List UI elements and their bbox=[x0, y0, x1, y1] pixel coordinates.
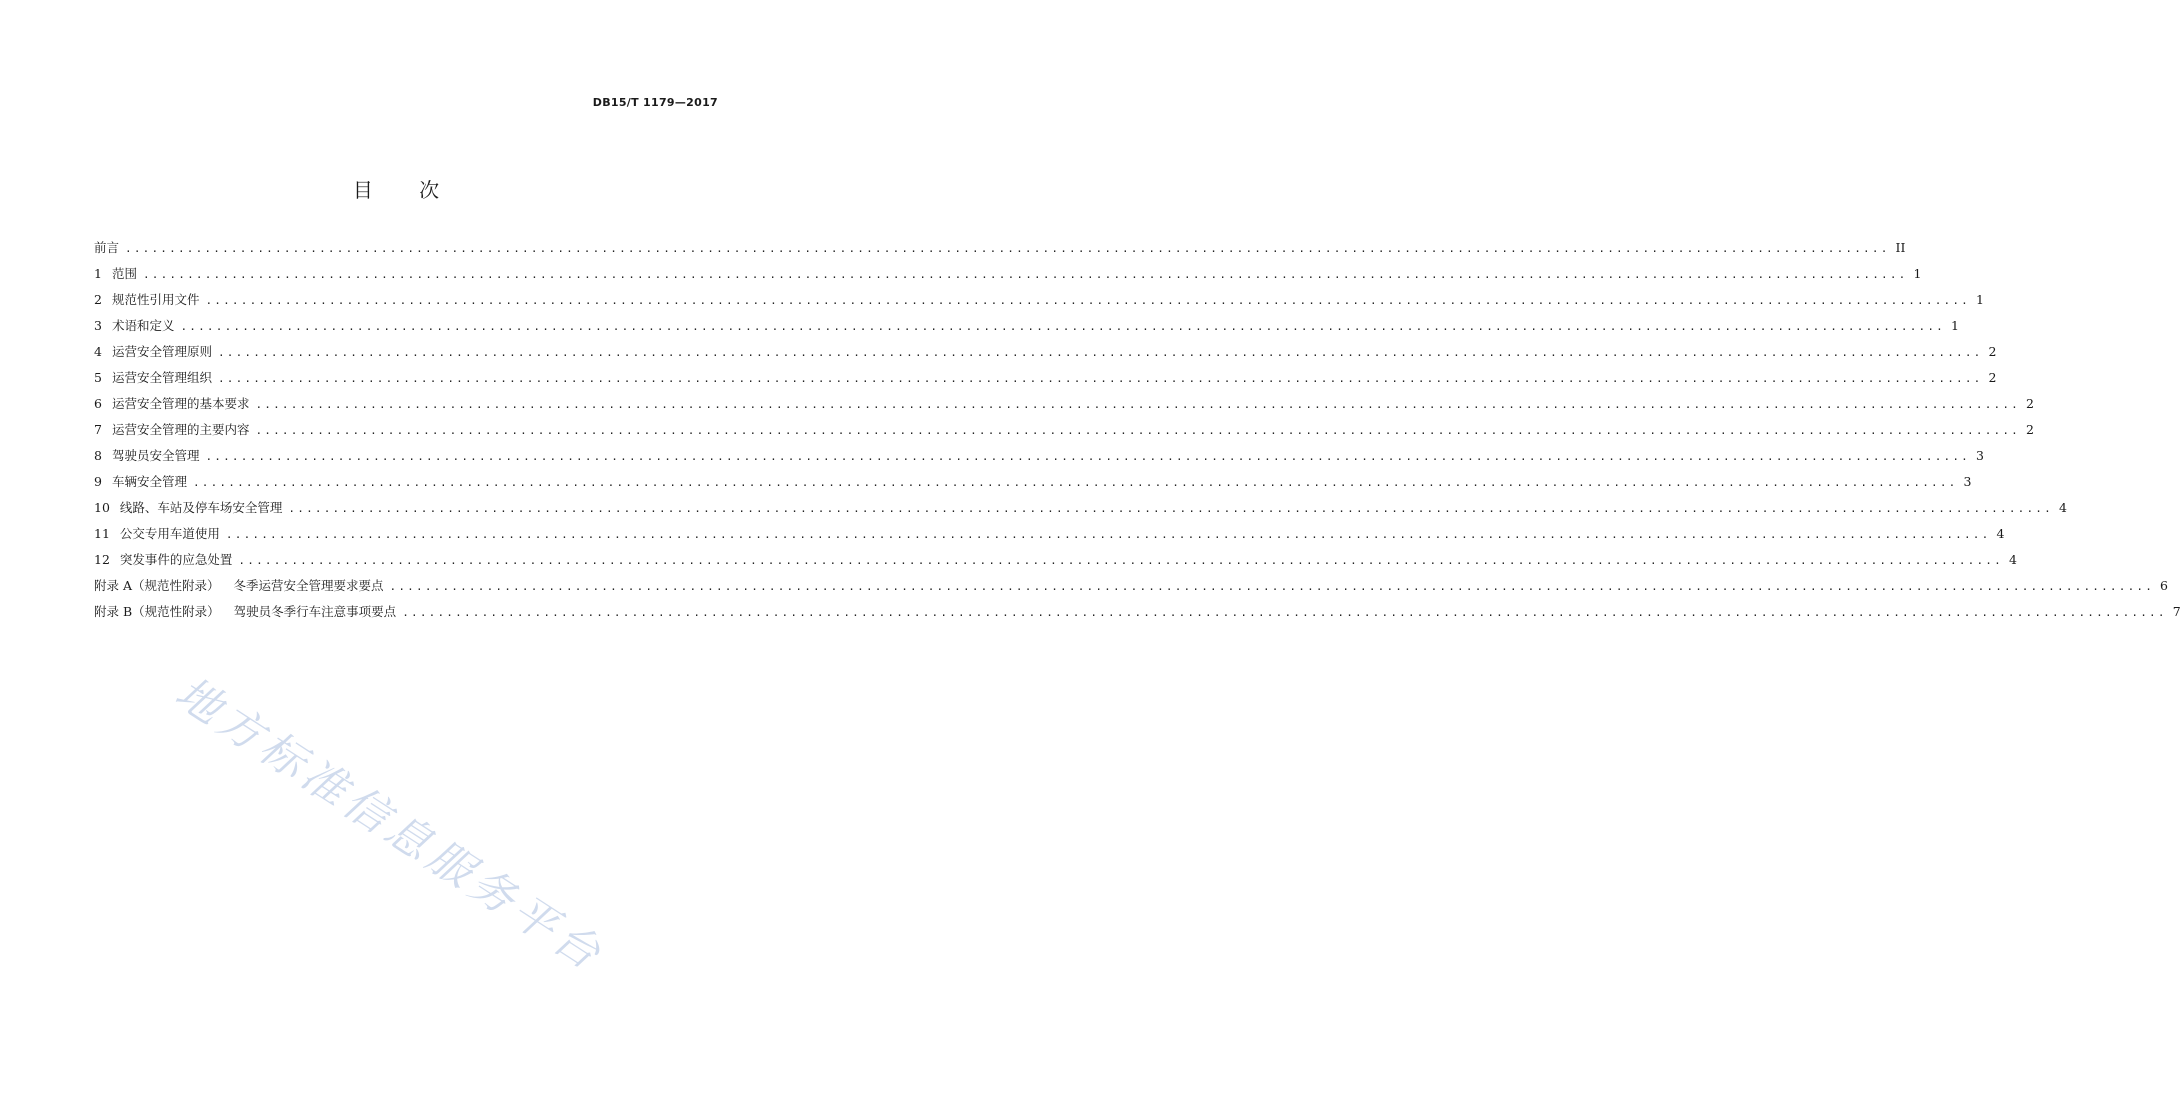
toc-entry[interactable] bbox=[94, 342, 1997, 368]
toc-entry-number: 9 bbox=[94, 474, 102, 489]
toc-entry[interactable] bbox=[94, 264, 1922, 290]
toc-entry-page: 4 bbox=[2008, 552, 2017, 567]
toc-entry-page: 2 bbox=[2025, 422, 2034, 437]
toc-entry-page: 1 bbox=[1913, 266, 1922, 281]
toc-leader-dots: ........................................................................................................................................................................................................ bbox=[125, 242, 1890, 255]
page-title: 目 次 bbox=[352, 178, 460, 202]
watermark: 地方标准信息服务平台 bbox=[166, 667, 614, 983]
toc-leader-dots: ........................................................................................................................................................................................................ bbox=[217, 346, 1983, 359]
toc-entry-label bbox=[120, 498, 283, 516]
toc-entry-number: 1 bbox=[94, 266, 102, 281]
toc-entry-label bbox=[120, 524, 220, 542]
toc-entry-number: 10 bbox=[94, 500, 110, 515]
toc-entry-label bbox=[112, 472, 187, 490]
toc-entry-page: 2 bbox=[2025, 396, 2034, 411]
toc-entry-number: 12 bbox=[94, 552, 110, 567]
toc-entry-page: 6 bbox=[2160, 578, 2168, 593]
toc-entry-label bbox=[112, 316, 175, 334]
toc-leader-dots: ........................................................................................................................................................................................................ bbox=[288, 502, 2053, 515]
toc-entry-subtitle: 冬季运营安全管理要求要点 bbox=[233, 578, 384, 593]
toc-entry-number: 5 bbox=[94, 370, 102, 385]
toc-leader-dots: ........................................................................................................................................................................................................ bbox=[225, 528, 1991, 541]
toc-entry-label-text: 范围 bbox=[111, 266, 137, 281]
toc-entry-page: 4 bbox=[1996, 526, 2005, 541]
toc-entry-page: II bbox=[1895, 240, 1906, 255]
toc-entry-label-text: 规范性引用文件 bbox=[111, 292, 200, 307]
toc-entry-label bbox=[120, 550, 233, 568]
table-of-contents bbox=[94, 238, 2181, 628]
toc-entry[interactable] bbox=[94, 576, 2168, 602]
toc-entry-page: 1 bbox=[1975, 292, 1984, 307]
toc-entry-label-text: 运营安全管理的基本要求 bbox=[111, 396, 250, 411]
toc-leader-dots: ........................................................................................................................................................................................................ bbox=[205, 450, 1970, 463]
toc-entry[interactable] bbox=[94, 290, 1984, 316]
toc-entry-label bbox=[112, 446, 200, 464]
toc-entry-label bbox=[94, 238, 119, 256]
toc-entry[interactable] bbox=[94, 550, 2017, 576]
toc-entry-label-text: 驾驶员安全管理 bbox=[111, 448, 200, 463]
toc-entry-label-text: 附录 B（规范性附录） bbox=[94, 604, 220, 619]
toc-entry-page: 3 bbox=[1963, 474, 1972, 489]
toc-entry-label-text: 公交专用车道使用 bbox=[119, 526, 220, 541]
toc-entry-label bbox=[112, 394, 250, 412]
toc-entry-label bbox=[112, 342, 212, 360]
toc-leader-dots: ........................................................................................................................................................................................................ bbox=[217, 372, 1983, 385]
toc-entry[interactable] bbox=[94, 394, 2034, 420]
toc-entry[interactable] bbox=[94, 420, 2034, 446]
toc-leader-dots: ........................................................................................................................................................................................................ bbox=[238, 554, 2003, 567]
toc-entry-page: 7 bbox=[2172, 604, 2181, 619]
toc-entry[interactable] bbox=[94, 602, 2181, 628]
document-code: DB15/T 1179—2017 bbox=[592, 96, 718, 109]
toc-entry-subtitle: 驾驶员冬季行车注意事项要点 bbox=[233, 604, 397, 619]
toc-entry-page: 1 bbox=[1950, 318, 1959, 333]
toc-leader-dots: ........................................................................................................................................................................................................ bbox=[402, 606, 2167, 619]
toc-leader-dots: ........................................................................................................................................................................................................ bbox=[142, 268, 1908, 281]
toc-entry-number: 6 bbox=[94, 396, 102, 411]
toc-entry-label-text: 突发事件的应急处置 bbox=[119, 552, 233, 567]
toc-entry-label bbox=[112, 290, 200, 308]
toc-entry-number: 11 bbox=[94, 526, 110, 541]
toc-entry-label bbox=[94, 576, 384, 594]
toc-entry[interactable] bbox=[94, 316, 1959, 342]
toc-entry-page: 2 bbox=[1988, 370, 1997, 385]
toc-leader-dots: ........................................................................................................................................................................................................ bbox=[255, 424, 2020, 437]
toc-leader-dots: ........................................................................................................................................................................................................ bbox=[389, 580, 2155, 593]
toc-entry-number: 7 bbox=[94, 422, 102, 437]
toc-entry-label bbox=[112, 368, 212, 386]
toc-entry[interactable] bbox=[94, 368, 1997, 394]
toc-entry-number: 4 bbox=[94, 344, 102, 359]
toc-entry[interactable] bbox=[94, 238, 1906, 264]
toc-entry-label bbox=[112, 264, 137, 282]
toc-entry-label bbox=[112, 420, 250, 438]
toc-entry-label-text: 附录 A（规范性附录） bbox=[94, 578, 220, 593]
toc-entry-label bbox=[94, 602, 396, 620]
toc-entry-label-text: 车辆安全管理 bbox=[111, 474, 187, 489]
toc-leader-dots: ........................................................................................................................................................................................................ bbox=[180, 320, 1945, 333]
toc-leader-dots: ........................................................................................................................................................................................................ bbox=[205, 294, 1970, 307]
toc-leader-dots: ........................................................................................................................................................................................................ bbox=[255, 398, 2020, 411]
toc-entry-page: 3 bbox=[1975, 448, 1984, 463]
toc-leader-dots: ........................................................................................................................................................................................................ bbox=[192, 476, 1958, 489]
toc-entry[interactable] bbox=[94, 446, 1984, 472]
toc-entry[interactable] bbox=[94, 498, 2067, 524]
toc-entry-label-text: 前言 bbox=[94, 240, 120, 255]
toc-entry-number: 8 bbox=[94, 448, 102, 463]
toc-entry[interactable] bbox=[94, 524, 2005, 550]
toc-entry[interactable] bbox=[94, 472, 1972, 498]
toc-entry-label-text: 术语和定义 bbox=[111, 318, 175, 333]
toc-entry-page: 2 bbox=[1988, 344, 1997, 359]
toc-entry-label-text: 运营安全管理原则 bbox=[111, 344, 212, 359]
toc-entry-page: 4 bbox=[2058, 500, 2067, 515]
toc-entry-number: 2 bbox=[94, 292, 102, 307]
toc-entry-label-text: 运营安全管理组织 bbox=[111, 370, 212, 385]
toc-entry-label-text: 线路、车站及停车场安全管理 bbox=[119, 500, 283, 515]
toc-entry-number: 3 bbox=[94, 318, 102, 333]
toc-entry-label-text: 运营安全管理的主要内容 bbox=[111, 422, 250, 437]
